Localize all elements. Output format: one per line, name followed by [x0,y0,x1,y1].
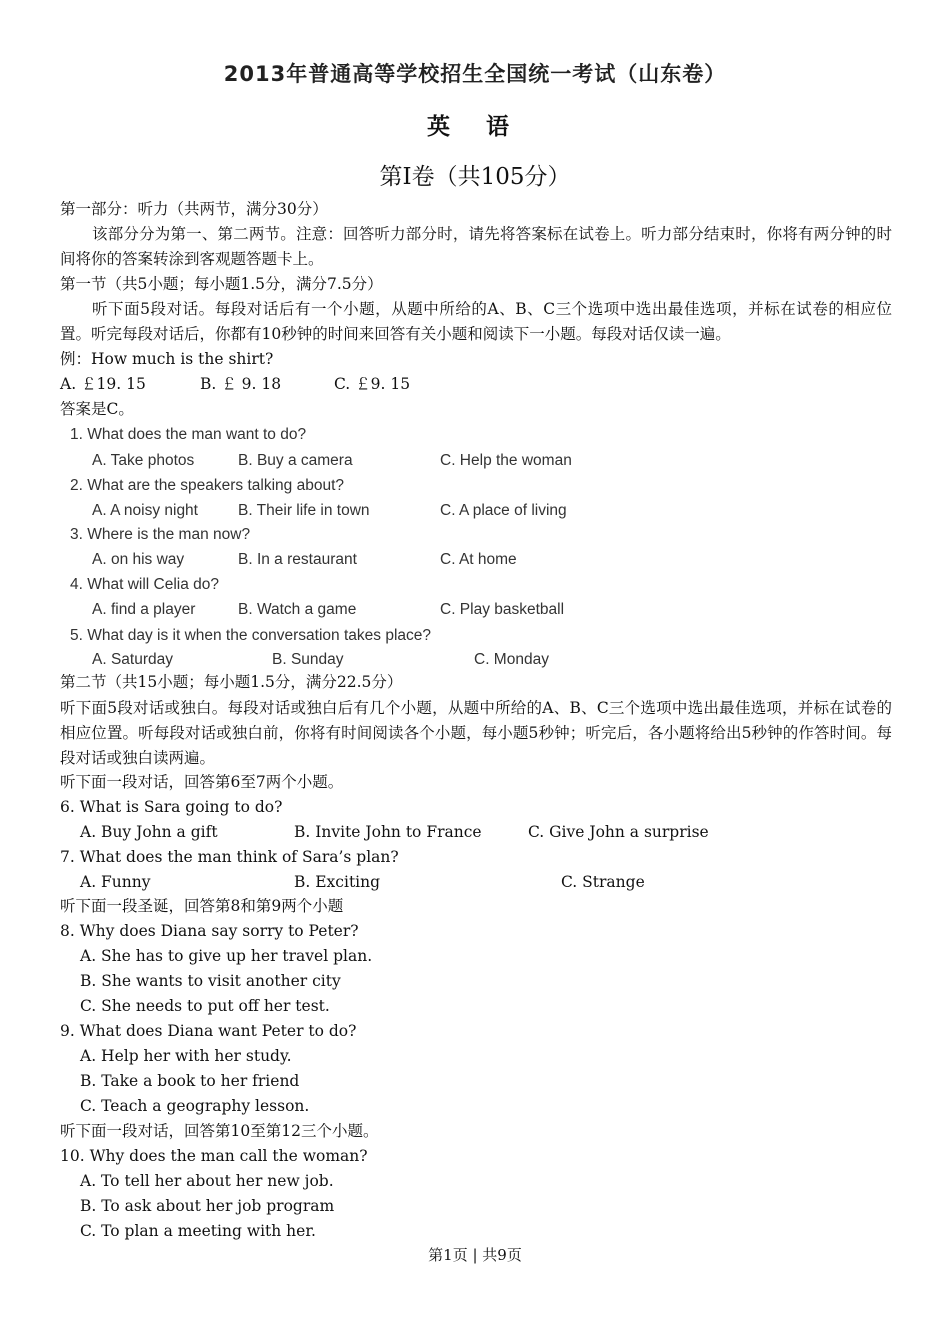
example-answer: 答案是C。 [60,400,134,418]
option: C. Strange [561,873,645,891]
question-6: 6. What is Sara going to do? [60,798,283,816]
option: A. on his way [92,551,185,568]
option: B. Watch a game [238,601,357,618]
dialog-intro: 听下面一段圣诞，回答第8和第9两个小题 [60,897,344,915]
option: C. Monday [474,651,549,668]
option: A. To tell her about her new job. [80,1172,334,1190]
option: C. Play basketball [440,601,565,618]
question-5: 5. What day is it when the conversation takes place? [70,627,432,644]
option: B. Take a book to her friend [80,1072,300,1090]
example-option: C. ￡9. 15 [334,375,411,393]
question-9: 9. What does Diana want Peter to do? [60,1022,357,1040]
page-footer: 第1页 | 共9页 [428,1246,522,1264]
volume-title: 第I卷（共105分） [379,164,571,190]
option: C. At home [440,551,517,568]
question-10: 10. Why does the man call the woman? [60,1147,368,1165]
option: A. Funny [80,873,151,891]
option: C. Teach a geography lesson. [80,1097,310,1115]
dialog-intro: 听下面一段对话，回答第10至第12三个小题。 [60,1122,379,1140]
option: A. find a player [92,601,196,618]
option: B. She wants to visit another city [80,972,341,990]
question-4: 4. What will Celia do? [70,576,220,593]
option: A. Take photos [92,452,195,469]
example-option: B. ￡ 9. 18 [200,375,282,393]
section2-instructions: 听下面5段对话或独白。每段对话或独白后有几个小题，从题中所给的A、B、C三个选项中选出最佳选项，并标在试卷的相应位置。听每段对话或独白前，你将有时间阅读各个小题，每小题5秒钟；听完后，各小题将给出5秒钟的作答时间。每段对话或独白读两遍。 [60,699,892,767]
option: B. Invite John to France [294,823,482,841]
option: A. Buy John a gift [80,823,218,841]
option: C. She needs to put off her test. [80,997,330,1015]
exam-title: 2013年普通高等学校招生全国统一考试（山东卷） [223,62,727,86]
section2-title: 第二节（共15小题；每小题1.5分，满分22.5分） [60,673,403,691]
dialog-intro: 听下面一段对话，回答第6至7两个小题。 [60,773,344,791]
option: C. To plan a meeting with her. [80,1222,316,1240]
example-option: A. ￡19. 15 [60,375,146,393]
subject-title: 英 语 [426,114,523,140]
option: B. Exciting [294,873,381,891]
option: A. Help her with her study. [80,1047,292,1065]
option: C. Help the woman [440,452,572,469]
option: A. Saturday [92,651,173,668]
question-7: 7. What does the man think of Sara’s plan? [60,848,399,866]
question-1: 1. What does the man want to do? [70,426,307,443]
option: B. Buy a camera [238,452,353,469]
option: A. A noisy night [92,502,198,519]
part1-intro: 该部分分为第一、第二两节。注意：回答听力部分时，请先将答案标在试卷上。听力部分结束时，你将有两分钟的时间将你的答案转涂到客观题答题卡上。 [60,225,892,268]
example-question: 例：How much is the shirt? [60,350,274,368]
question-8: 8. Why does Diana say sorry to Peter? [60,922,359,940]
question-2: 2. What are the speakers talking about? [70,477,344,494]
option: B. Their life in town [238,502,370,519]
option: B. To ask about her job program [80,1197,335,1215]
section1-instructions: 听下面5段对话。每段对话后有一个小题，从题中所给的A、B、C三个选项中选出最佳选项，并标在试卷的相应位置。听完每段对话后，你都有10秒钟的时间来回答有关小题和阅读下一小题。每段对话仅读一遍。 [60,300,892,343]
question-3: 3. Where is the man now? [70,526,251,543]
option: A. She has to give up her travel plan. [80,947,373,965]
option: C. A place of living [440,502,567,519]
part1-title: 第一部分：听力（共两节，满分30分） [60,200,328,218]
section1-title: 第一节（共5小题；每小题1.5分，满分7.5分） [60,275,383,293]
option: B. In a restaurant [238,551,357,568]
option: B. Sunday [272,651,344,668]
option: C. Give John a surprise [528,823,709,841]
